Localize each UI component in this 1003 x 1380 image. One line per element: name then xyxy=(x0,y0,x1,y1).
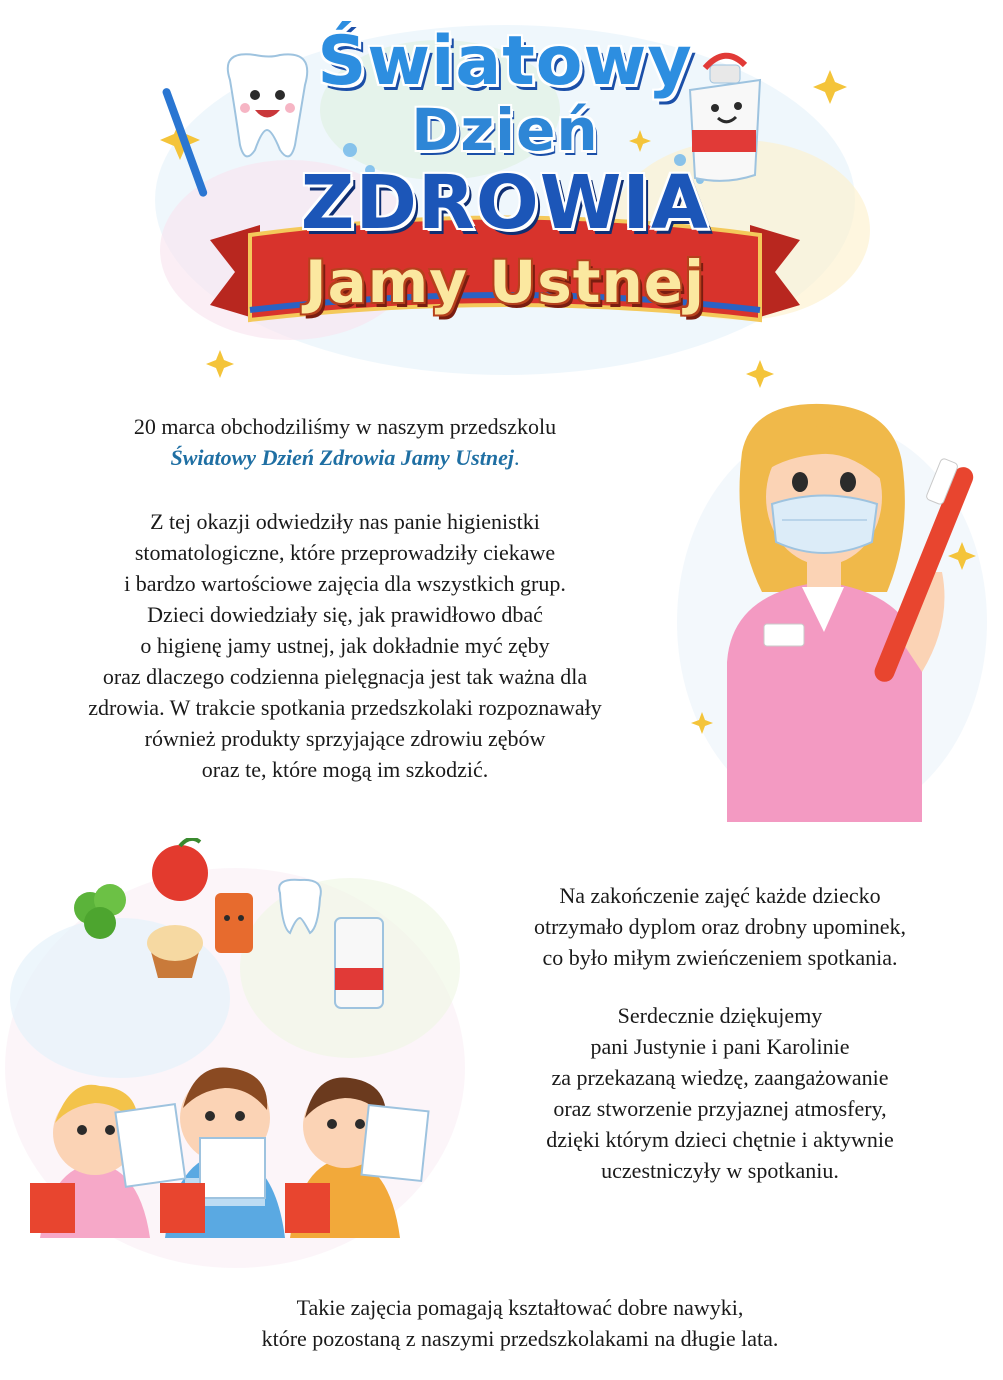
face-mask-icon xyxy=(772,496,877,554)
text-line: uczestniczyły w spotkaniu. xyxy=(601,1158,839,1183)
thanks-paragraph xyxy=(470,1000,970,1186)
header-banner xyxy=(140,0,870,390)
text-line: oraz stworzenie przyjaznej atmosfery, xyxy=(553,1096,887,1121)
title-swiatowy: Światowy xyxy=(317,22,693,101)
text-line: oraz te, które mogą im szkodzić. xyxy=(201,757,489,782)
gift-bag-icon xyxy=(30,1183,330,1233)
text-line: które pozostaną z naszymi przedszkolakami na długie lata. xyxy=(261,1326,779,1351)
intro-line: 20 marca obchodziliśmy w naszym przedszkolu xyxy=(133,414,557,439)
text-line: Takie zajęcia pomagają kształtować dobre nawyki, xyxy=(296,1295,744,1320)
text-line: dzięki którym dzieci chętnie i aktywnie xyxy=(546,1127,894,1152)
text-line: stomatologiczne, które przeprowadziły ciekawe xyxy=(134,540,556,565)
text-line: zdrowia. W trakcie spotkania przedszkolaki rozpoznawały xyxy=(88,695,602,720)
intro-paragraph xyxy=(20,411,670,473)
title-zdrowia: ZDROWIA xyxy=(300,160,710,246)
hygienist-icon xyxy=(672,392,992,822)
title-jamy-ustnej: Jamy Ustnej xyxy=(304,248,705,316)
text-line: za przekazaną wiedzę, zaangażowanie xyxy=(551,1065,889,1090)
text-line: Na zakończenie zajęć każde dziecko xyxy=(559,883,881,908)
visit-paragraph xyxy=(20,506,670,785)
text-line: również produkty sprzyjające zdrowiu zębów xyxy=(144,726,546,751)
soda-can-icon xyxy=(215,893,253,953)
text-line: co było miłym zwieńczeniem spotkania. xyxy=(542,945,898,970)
text-line: Dzieci dowiedziały się, jak prawidłowo dbać xyxy=(147,602,543,627)
closing-paragraph xyxy=(470,880,970,973)
text-line: pani Justynie i pani Karolinie xyxy=(590,1034,850,1059)
text-line: i bardzo wartościowe zajęcia dla wszystkich grup. xyxy=(124,571,566,596)
text-line: oraz dlaczego codzienna pielęgnacja jest tak ważna dla xyxy=(102,664,588,689)
apple-icon xyxy=(152,839,208,901)
title-dzien: Dzień xyxy=(411,96,599,164)
text-line: Serdecznie dziękujemy xyxy=(617,1003,823,1028)
summary-paragraph xyxy=(120,1292,920,1354)
text-line: Z tej okazji odwiedziły nas panie higienistki xyxy=(150,509,540,534)
kids-scene xyxy=(0,838,470,1268)
text-line: o higienę jamy ustnej, jak dokładnie myć zęby xyxy=(140,633,550,658)
toothpaste-icon xyxy=(335,918,383,1008)
event-name-highlight: Światowy Dzień Zdrowia Jamy Ustnej xyxy=(170,445,514,470)
text-line: otrzymało dyplom oraz drobny upominek, xyxy=(533,914,907,939)
intro-period: . xyxy=(513,445,520,470)
